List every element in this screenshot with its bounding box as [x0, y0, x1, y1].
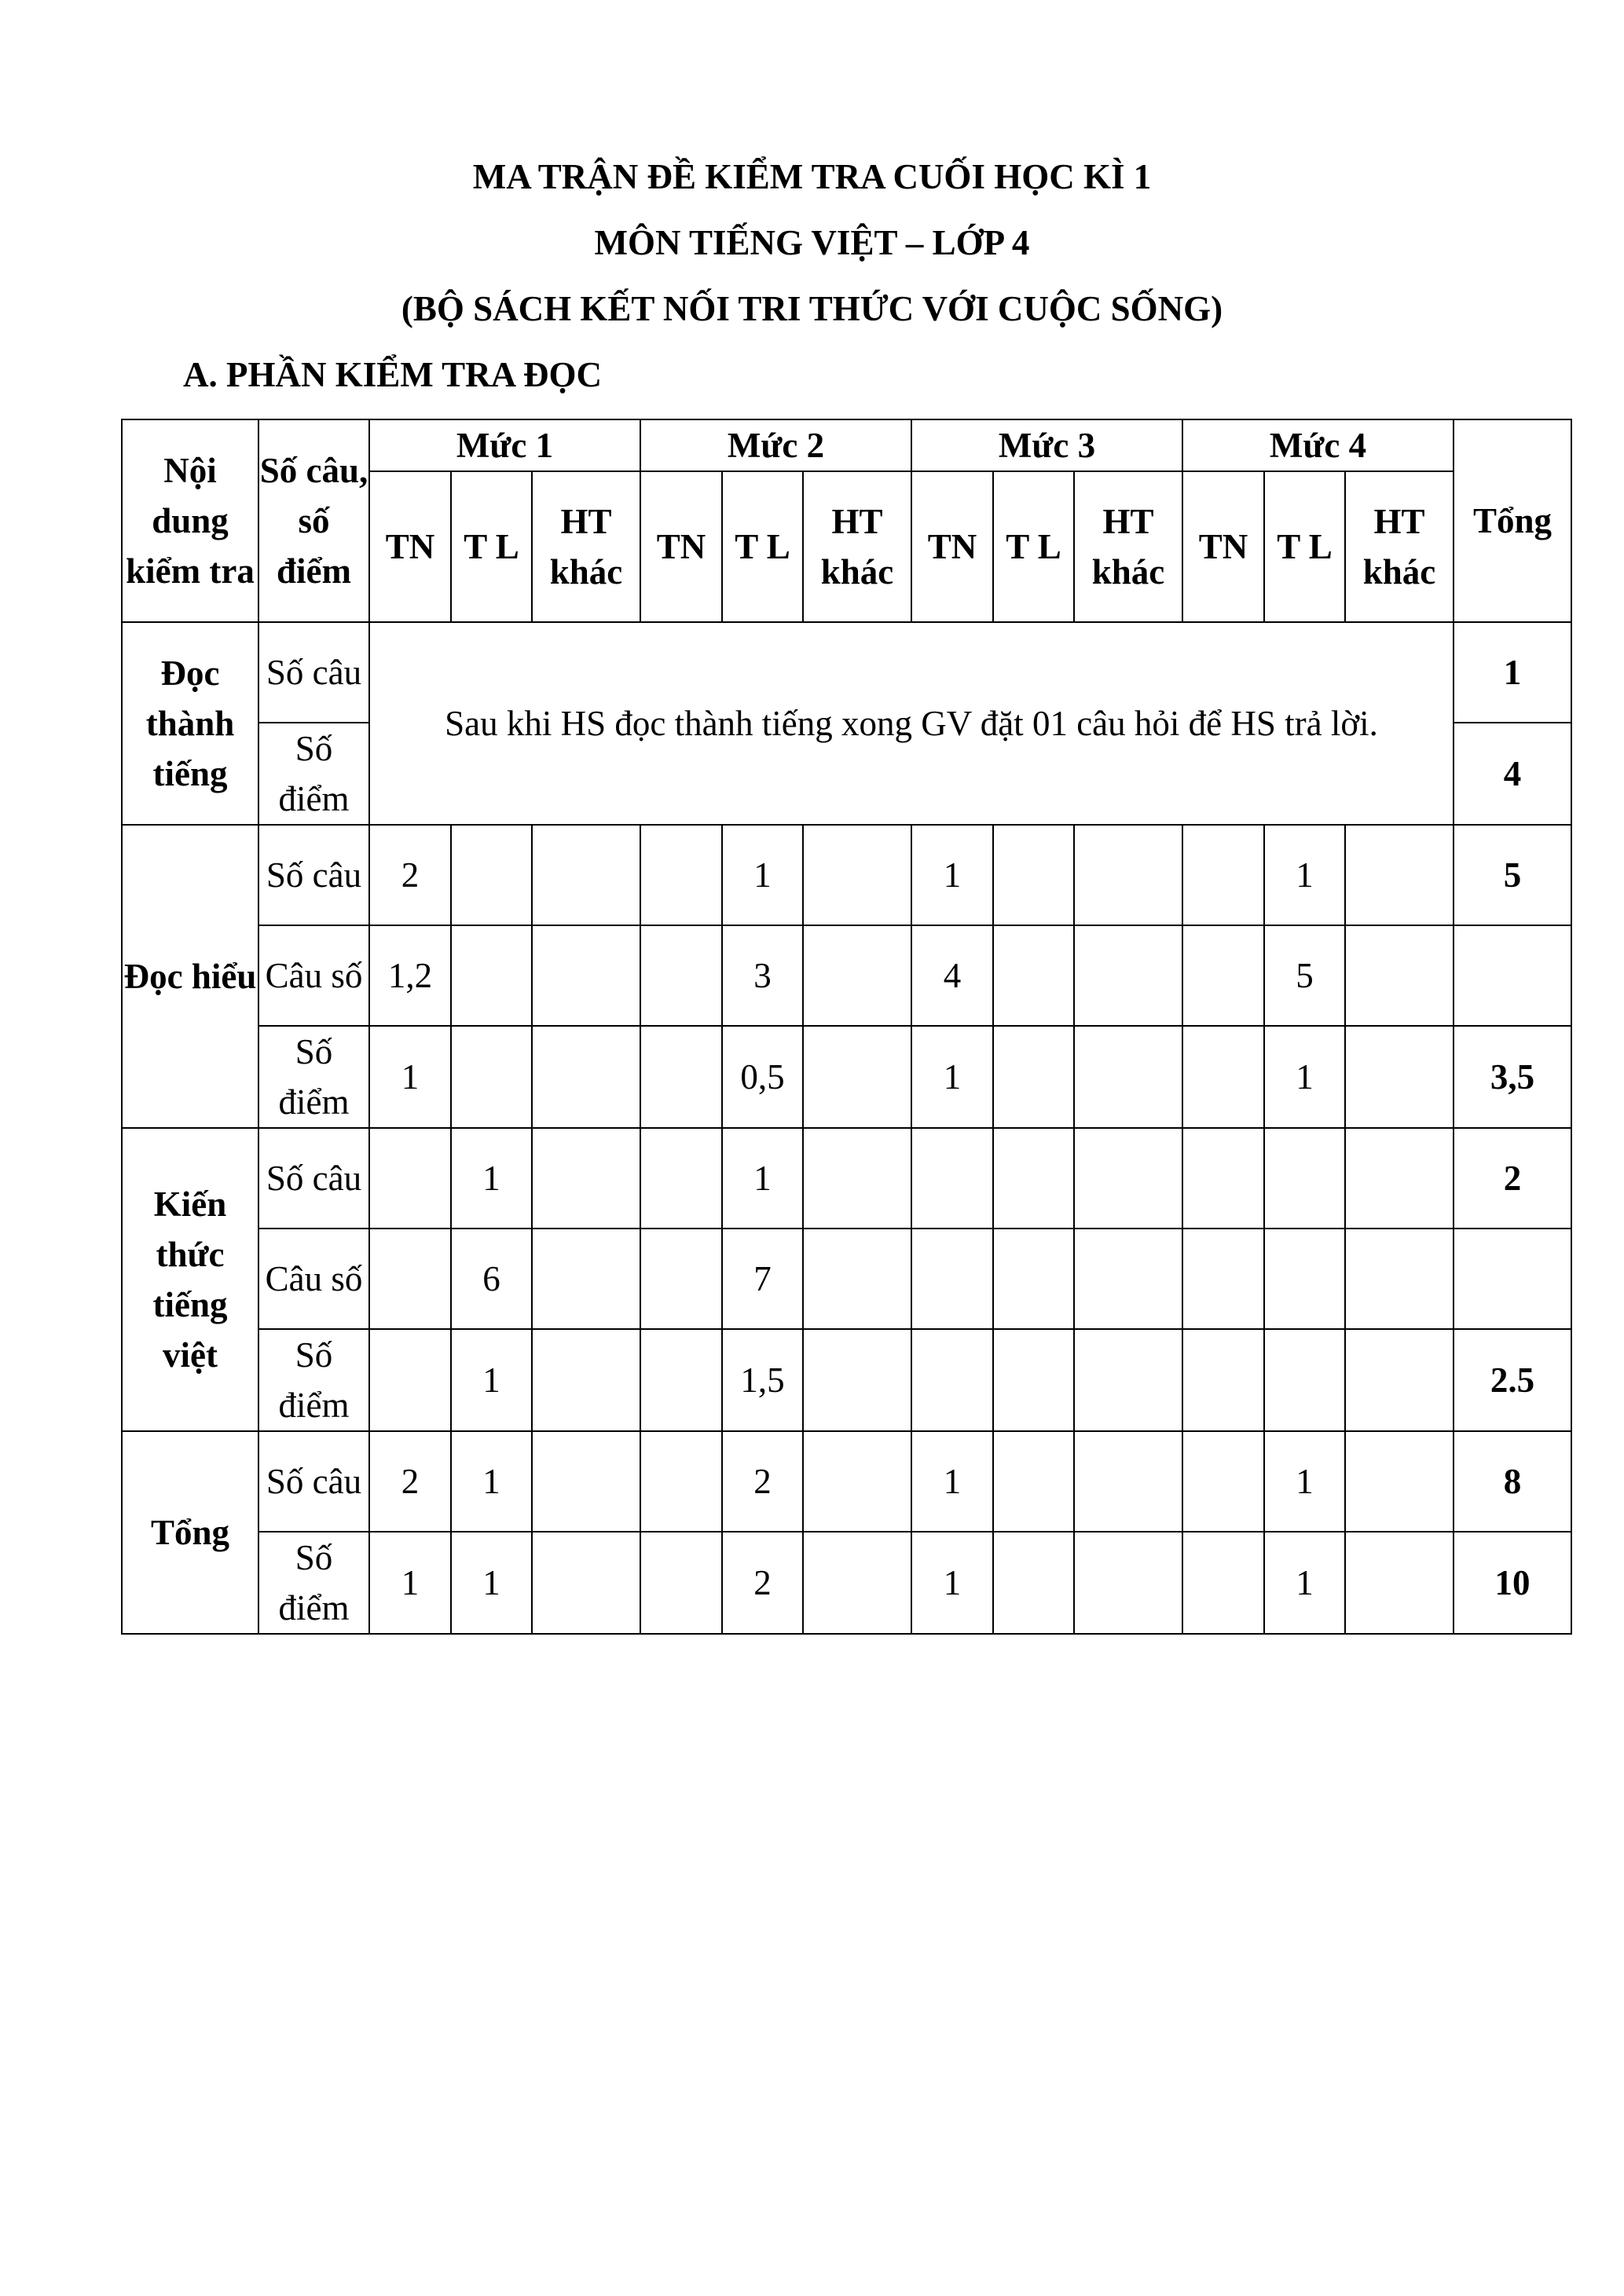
- row-label-total: Tổng: [122, 1431, 258, 1634]
- value-cell: [640, 825, 722, 925]
- value-cell: [993, 1431, 1074, 1532]
- value-cell: [803, 1532, 911, 1634]
- value-cell: [1074, 1026, 1182, 1128]
- value-cell: [1074, 1229, 1182, 1329]
- value-cell: 1: [722, 1128, 803, 1229]
- test-matrix-table: [121, 419, 1572, 1635]
- value-cell: [803, 1229, 911, 1329]
- value-cell: [803, 1329, 911, 1431]
- value-cell: [993, 1026, 1074, 1128]
- value-cell: [1182, 1229, 1264, 1329]
- value-cell: 1: [369, 1026, 451, 1128]
- header-count: Số câu, số điểm: [258, 419, 369, 622]
- total-cell: 4: [1454, 723, 1571, 825]
- value-cell: [640, 1128, 722, 1229]
- value-cell: [369, 1229, 451, 1329]
- value-cell: [911, 1329, 993, 1431]
- value-cell: [1345, 1128, 1454, 1229]
- header-content: Nội dung kiểm tra: [122, 419, 258, 622]
- total-cell: 3,5: [1454, 1026, 1571, 1128]
- value-cell: [1182, 1128, 1264, 1229]
- value-cell: [993, 1229, 1074, 1329]
- value-cell: 1: [451, 1532, 532, 1634]
- value-cell: [1264, 1329, 1345, 1431]
- total-cell: [1454, 925, 1571, 1026]
- value-cell: 1: [911, 1532, 993, 1634]
- value-cell: [911, 1229, 993, 1329]
- value-cell: 1: [911, 1026, 993, 1128]
- value-cell: 1: [722, 825, 803, 925]
- value-cell: [1345, 1329, 1454, 1431]
- title-line-2: MÔN TIẾNG VIỆT – LỚP 4: [594, 223, 1030, 262]
- value-cell: [1345, 1431, 1454, 1532]
- value-cell: [1345, 925, 1454, 1026]
- value-cell: 7: [722, 1229, 803, 1329]
- section-heading: A. PHẦN KIỂM TRA ĐỌC: [183, 355, 602, 394]
- value-cell: [803, 925, 911, 1026]
- total-cell: [1454, 1229, 1571, 1329]
- value-cell: [1074, 1329, 1182, 1431]
- value-cell: [532, 1128, 640, 1229]
- header-ht: HT khác: [1345, 471, 1454, 622]
- title-line-3: (BỘ SÁCH KẾT NỐI TRI THỨC VỚI CUỘC SỐNG): [401, 289, 1223, 328]
- row-label-reading-aloud: Đọc thành tiếng: [122, 622, 258, 825]
- total-cell: 1: [1454, 622, 1571, 723]
- value-cell: [1182, 925, 1264, 1026]
- value-cell: 2: [722, 1532, 803, 1634]
- value-cell: 1: [911, 1431, 993, 1532]
- row-label-knowledge: Kiến thức tiếng việt: [122, 1128, 258, 1431]
- value-cell: 1: [451, 1431, 532, 1532]
- value-cell: [803, 1431, 911, 1532]
- header-ht: HT khác: [532, 471, 640, 622]
- value-cell: 4: [911, 925, 993, 1026]
- value-cell: [1182, 825, 1264, 925]
- value-cell: 3: [722, 925, 803, 1026]
- value-cell: [640, 1431, 722, 1532]
- value-cell: 1: [451, 1128, 532, 1229]
- title-line-1: MA TRẬN ĐỀ KIỂM TRA CUỐI HỌC KÌ 1: [472, 157, 1152, 196]
- value-cell: [640, 1026, 722, 1128]
- value-cell: 1: [451, 1329, 532, 1431]
- header-total: Tổng: [1454, 419, 1571, 622]
- value-cell: [1345, 1229, 1454, 1329]
- value-cell: [1345, 1026, 1454, 1128]
- row-sublabel: Số câu: [258, 1431, 369, 1532]
- value-cell: 1: [369, 1532, 451, 1634]
- row-sublabel: Số điểm: [258, 723, 369, 825]
- value-cell: [640, 1229, 722, 1329]
- row-sublabel: Số câu: [258, 825, 369, 925]
- value-cell: [1074, 1532, 1182, 1634]
- value-cell: [369, 1128, 451, 1229]
- value-cell: [451, 1026, 532, 1128]
- value-cell: 2: [369, 1431, 451, 1532]
- value-cell: [911, 1128, 993, 1229]
- value-cell: [451, 825, 532, 925]
- header-tl: T L: [451, 471, 532, 622]
- value-cell: 5: [1264, 925, 1345, 1026]
- reading-aloud-note: Sau khi HS đọc thành tiếng xong GV đặt 01 câu hỏi để HS trả lời.: [369, 622, 1454, 825]
- value-cell: [1264, 1128, 1345, 1229]
- row-sublabel: Câu số: [258, 1229, 369, 1329]
- header-level-1: Mức 1: [369, 419, 640, 471]
- row-sublabel: Số câu: [258, 622, 369, 723]
- value-cell: [532, 1431, 640, 1532]
- value-cell: [532, 1229, 640, 1329]
- value-cell: [532, 825, 640, 925]
- value-cell: 1,2: [369, 925, 451, 1026]
- value-cell: [532, 1329, 640, 1431]
- value-cell: [993, 825, 1074, 925]
- value-cell: 0,5: [722, 1026, 803, 1128]
- header-ht: HT khác: [1074, 471, 1182, 622]
- row-sublabel: Số điểm: [258, 1329, 369, 1431]
- row-sublabel: Số câu: [258, 1128, 369, 1229]
- total-cell: 2.5: [1454, 1329, 1571, 1431]
- value-cell: 1: [911, 825, 993, 925]
- value-cell: 1: [1264, 1026, 1345, 1128]
- value-cell: 2: [369, 825, 451, 925]
- value-cell: [1182, 1026, 1264, 1128]
- value-cell: [640, 925, 722, 1026]
- total-cell: 5: [1454, 825, 1571, 925]
- value-cell: [803, 1026, 911, 1128]
- value-cell: [803, 1128, 911, 1229]
- value-cell: [1345, 1532, 1454, 1634]
- header-tn: TN: [911, 471, 993, 622]
- value-cell: 6: [451, 1229, 532, 1329]
- total-cell: 10: [1454, 1532, 1571, 1634]
- value-cell: [1074, 825, 1182, 925]
- value-cell: [640, 1532, 722, 1634]
- value-cell: [1345, 825, 1454, 925]
- value-cell: [532, 1532, 640, 1634]
- header-level-4: Mức 4: [1182, 419, 1454, 471]
- header-tl: T L: [722, 471, 803, 622]
- value-cell: [803, 825, 911, 925]
- value-cell: [1074, 1128, 1182, 1229]
- value-cell: [1074, 1431, 1182, 1532]
- value-cell: [1264, 1229, 1345, 1329]
- value-cell: [993, 925, 1074, 1026]
- value-cell: [451, 925, 532, 1026]
- total-cell: 8: [1454, 1431, 1571, 1532]
- row-sublabel: Câu số: [258, 925, 369, 1026]
- value-cell: 1: [1264, 825, 1345, 925]
- header-tn: TN: [640, 471, 722, 622]
- value-cell: 1: [1264, 1431, 1345, 1532]
- value-cell: [1182, 1329, 1264, 1431]
- value-cell: [532, 1026, 640, 1128]
- row-sublabel: Số điểm: [258, 1532, 369, 1634]
- value-cell: 1,5: [722, 1329, 803, 1431]
- header-level-2: Mức 2: [640, 419, 911, 471]
- total-cell: 2: [1454, 1128, 1571, 1229]
- header-ht: HT khác: [803, 471, 911, 622]
- header-tl: T L: [1264, 471, 1345, 622]
- value-cell: 2: [722, 1431, 803, 1532]
- value-cell: [993, 1329, 1074, 1431]
- value-cell: [993, 1532, 1074, 1634]
- value-cell: 1: [1264, 1532, 1345, 1634]
- header-tl: T L: [993, 471, 1074, 622]
- value-cell: [993, 1128, 1074, 1229]
- row-sublabel: Số điểm: [258, 1026, 369, 1128]
- value-cell: [1074, 925, 1182, 1026]
- header-level-3: Mức 3: [911, 419, 1182, 471]
- value-cell: [1182, 1532, 1264, 1634]
- value-cell: [640, 1329, 722, 1431]
- row-label-reading-comprehension: Đọc hiểu: [122, 825, 258, 1128]
- header-tn: TN: [1182, 471, 1264, 622]
- value-cell: [1182, 1431, 1264, 1532]
- value-cell: [369, 1329, 451, 1431]
- header-tn: TN: [369, 471, 451, 622]
- value-cell: [532, 925, 640, 1026]
